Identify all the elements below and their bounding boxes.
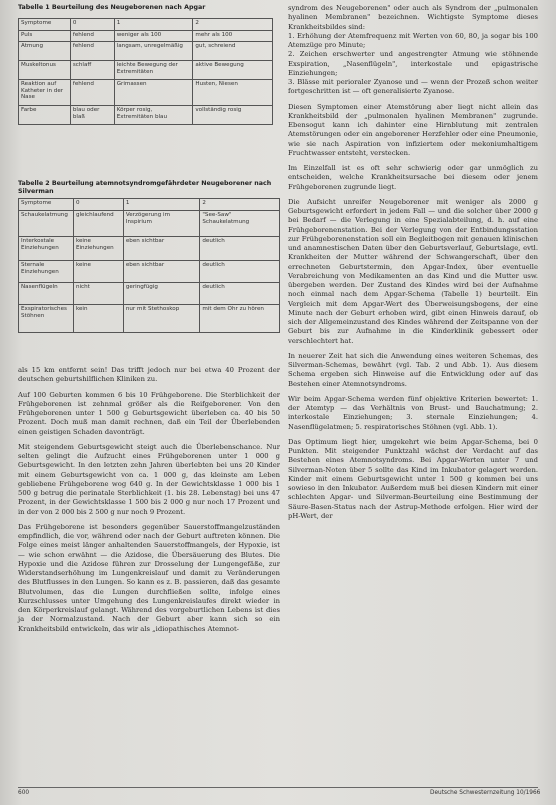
paragraph: Die Aufsicht unreifer Neugeborener mit weniger als 2000 g Geburtsgewicht erfordert in jedem Fall — und die solcher über 2000 g bei Bedarf — die Verlegung in eine Spezialabteilung, d. h. auf eine Frühgeborenenstation. Bei der Verlegung von der Entbindungsstation zur Frühgeborenenstation soll ein Begleitbogen mit genauen klinischen und anamnestischen Daten über den Geburtsverlauf, Geburtslage, evtl. Krankheiten der Mutter während der Schwangerschaft, über den errechneten Geburtstermin, den Apgar-Index, über eventuelle Verabreichung von Medikamenten an das Kind und die Mutter usw. übergeben werden. Der Zustand des Kindes wird bei der Aufnahme noch einmal nach dem Apgar-Schema (Tabelle 1) beurteilt. Ein Vergleich mit dem Apgar-Wert des Überweisungsbogens, der eine Minute nach der Geburt erhoben wird, gibt einen Hinweis darauf, ob sich der Allgemeinzustand des Kindes während der Zeitspanne von der Geburt bis zur Aufnahme in die Kinderklinik gebessert oder verschlechtert hat. [288, 197, 538, 345]
table1 [18, 18, 273, 125]
table-cell: nicht [73, 283, 123, 305]
paragraph: Das Optimum liegt hier, umgekehrt wie beim Apgar-Schema, bei 0 Punkten. Mit steigender Punktzahl wächst der Verdacht auf das Bestehen eines Atemnotsyndroms. Bei Apgar-Werten unter 7 und Silverman-Noten über 5 sollte das Kind im Inkubator gelagert werden. Kinder mit einem Geburtsgewicht unter 1 500 g kommen bei uns sowieso in den Inkubator. Außerdem muß bei diesen Kindern mit einer schlechten Apgar- und Silverman-Beurteilung eine Bestimmung der Säure-Basen-Status nach der Astrup-Methode erfolgen. Hier wird der pH-Wert, der [288, 437, 538, 520]
table-cell: langsam, unregelmäßig [114, 42, 193, 61]
paragraph: Auf 100 Geburten kommen 6 bis 10 Frühgeborene. Die Sterblichkeit der Frühgeborenen ist zehnmal größer als die Reifgeborener. Von den Frühgeborenen unter 1 500 g Geburtsgewicht überleben ca. 40 bis 50 Prozent. Doch muß man damit rechnen, daß ein Teil der Überlebenden einen geistigen Schaden davonträgt. [18, 390, 280, 436]
table-cell: Symptome [19, 19, 71, 31]
table-cell: 1 [123, 199, 200, 211]
paragraph: als 15 km entfernt sein! Das trifft jedoch nur bei etwa 40 Prozent der deutschen geburtshilflichen Kliniken zu. [18, 366, 280, 384]
table-cell: Symptome [19, 199, 74, 211]
paragraph: Diesen Symptomen einer Atemstörung aber liegt nicht allein das Krankheitsbild der „pulmonalen hyalinen Membranen" zugrunde. Ebensogut kann ich dahinter eine Hirnblutung mit zentralen Atemstörungen oder ein angeborener Herzfehler oder eine Pneumonie, wie sie nach Aspiration von infiziertem oder mekoniumhaltigem Fruchtwasser entsteht, verstecken. [288, 102, 538, 157]
left-column [18, 366, 280, 634]
table-cell: fehlend [70, 80, 114, 106]
right-column [288, 4, 538, 521]
paragraph: 3. Blässe mit perioraler Zyanose und — wenn der Prozeß schon weiter fortgeschritten ist — oft generalisierte Zyanose. [288, 78, 538, 96]
paragraph: In neuerer Zeit hat sich die Anwendung eines weiteren Schemas, des Silverman-Schemas, bewährt (vgl. Tab. 2 und Abb. 1). Aus diesem Schema ergeben sich Hinweise auf die Entwicklung oder auf das Bestehen einer Atemnotsyndroms. [288, 351, 538, 388]
table-cell: nur mit Stethoskop [123, 305, 200, 333]
table2-caption: Tabelle 2 Beurteilung atemnotsyndromgefährdeter Neugeborener nach Silverman [18, 180, 272, 195]
table-cell: fehlend [70, 42, 114, 61]
table-cell: mit dem Ohr zu hören [200, 305, 280, 333]
table-row [19, 211, 280, 237]
table-cell: Körper rosig, Extremitäten blau [114, 106, 193, 125]
table-cell: deutlich [200, 283, 280, 305]
table-cell: 0 [73, 199, 123, 211]
table-cell: keine [73, 261, 123, 283]
page-number: 600 [18, 790, 30, 796]
table-cell: Husten, Niesen [193, 80, 273, 106]
table-cell: deutlich [200, 237, 280, 261]
table-cell: gleichlaufend [73, 211, 123, 237]
paragraph: syndrom des Neugeborenen" oder auch als Syndrom der „pulmonalen hyalinen Membranen" bezeichnen. Wichtigste Symptome dieses Krankheitsbildes sind: [288, 4, 538, 31]
table-cell: vollständig rosig [193, 106, 273, 125]
table-cell: keine Einziehungen [73, 237, 123, 261]
table-row [19, 31, 273, 42]
table-row [19, 199, 280, 211]
paragraph: Mit steigendem Geburtsgewicht steigt auch die Überlebenschance. Nur selten gelingt die Aufzucht eines Frühgeborenen unter 1 000 g Geburtsgewicht. In den letzten zehn Jahren überlebten bei uns 20 Kinder mit einem Geburtsgewicht von ca. 1 000 g, das kleinste am Leben gebliebene Frühgeborene wog 640 g. In der Gewichtsklasse 1 000 bis 1 500 g betrug die perinatale Sterblichkeit (1. bis 28. Lebenstag) bei uns 47 Prozent, in der Gewichtsklasse 1 500 bis 2 000 g nur noch 17 Prozent und in der von 2 000 bis 2 500 g nur noch 9 Prozent. [18, 442, 280, 516]
table-cell: Interkostale Einziehungen [19, 237, 74, 261]
table-row [19, 61, 273, 80]
table-row [19, 305, 280, 333]
paragraph: 2. Zeichen erschwerter und angestrengter Atmung wie stöhnende Exspiration, „Nasenflügeln", interkostale und epigastrische Einziehungen; [288, 50, 538, 77]
table-cell: Muskeltonus [19, 61, 71, 80]
table-row [19, 80, 273, 106]
paragraph: 1. Erhöhung der Atemfrequenz mit Werten von 60, 80, ja sogar bis 100 Atemzüge pro Minute; [288, 31, 538, 49]
table-cell: deutlich [200, 261, 280, 283]
table-cell: Farbe [19, 106, 71, 125]
table-cell: Grimassen [114, 80, 193, 106]
table-cell: leichte Bewegung der Extremitäten [114, 61, 193, 80]
table-cell: Reaktion auf Katheter in der Nase [19, 80, 71, 106]
table-cell: Sternale Einziehungen [19, 261, 74, 283]
table-cell: Atmung [19, 42, 71, 61]
table-cell: schlaff [70, 61, 114, 80]
paragraph: Das Frühgeborene ist besonders gegenüber Sauerstoffmangelzuständen empfindlich, die vor, während oder nach der Geburt auftreten können. Die Folge eines meist länger anhaltenden Sauerstoffmangels, der Hypoxie, ist — wie schon erwähnt — die Azidose, die Übersäuerung des Blutes. Die Hypoxie und die Azidose führen zur Drosselung der Lungengefäße, zur Widerstandserhöhung im Lungenkreislauf und damit zu Veränderungen des Blutflusses in den Lungen. So kann es z. B. passieren, daß das gesamte Blutvolumen, das die Lungen durchfließen sollte, infolge eines Kurzschlusses unter Umgehung des Lungenkreislaufes direkt wieder in den Körperkreislauf gelangt. Während des vorgeburtlichen Lebens ist dies ja der Normalzustand. Nach der Geburt aber kann sich so ein Krankheitsbild entwickeln, das wir als „idiopathisches Atemnot- [18, 522, 280, 633]
table-cell: Exspiratorisches Stöhnen [19, 305, 74, 333]
table2 [18, 198, 280, 333]
table-cell: 2 [193, 19, 273, 31]
table-cell: 1 [114, 19, 193, 31]
table-cell: fehlend [70, 31, 114, 42]
table-cell: geringfügig [123, 283, 200, 305]
table-cell: 0 [70, 19, 114, 31]
table-cell: kein [73, 305, 123, 333]
table-cell: Verzögerung im Inspirium [123, 211, 200, 237]
paragraph: Im Einzelfall ist es oft sehr schwierig oder gar unmöglich zu entscheiden, welche Krankheitsursache bei diesem oder jenem Frühgeborenen zugrunde liegt. [288, 164, 538, 191]
table-row [19, 19, 273, 31]
table-cell: aktive Bewegung [193, 61, 273, 80]
table1-caption: Tabelle 1 Beurteilung des Neugeborenen nach Apgar [18, 4, 206, 11]
table-row [19, 283, 280, 305]
table-cell: eben sichtbar [123, 261, 200, 283]
table-cell: weniger als 100 [114, 31, 193, 42]
paragraph: Wir beim Apgar-Schema werden fünf objektive Kriterien bewertet: 1. der Atemtyp — das Verhältnis von Brust- und Bauchatmung; 2. interkostale Einziehungen; 3. sternale Einziehungen; 4. Nasenflügelatmen; 5. respiratorisches Stöhnen (vgl. Abb. 1). [288, 394, 538, 431]
table-cell: 2 [200, 199, 280, 211]
table-cell: Nasenflügeln [19, 283, 74, 305]
table-cell: "See-Saw" Schaukelatmung [200, 211, 280, 237]
table-cell: mehr als 100 [193, 31, 273, 42]
table-cell: blau oder blaß [70, 106, 114, 125]
journal-name: Deutsche Schwesternzeitung 10/1966 [430, 790, 541, 796]
table-cell: eben sichtbar [123, 237, 200, 261]
table-row [19, 42, 273, 61]
table-row [19, 261, 280, 283]
footer-rule [18, 787, 538, 788]
table-cell: gut, schreiend [193, 42, 273, 61]
table-cell: Schaukelatmung [19, 211, 74, 237]
table-row [19, 237, 280, 261]
table-cell: Puls [19, 31, 71, 42]
table-row [19, 106, 273, 125]
